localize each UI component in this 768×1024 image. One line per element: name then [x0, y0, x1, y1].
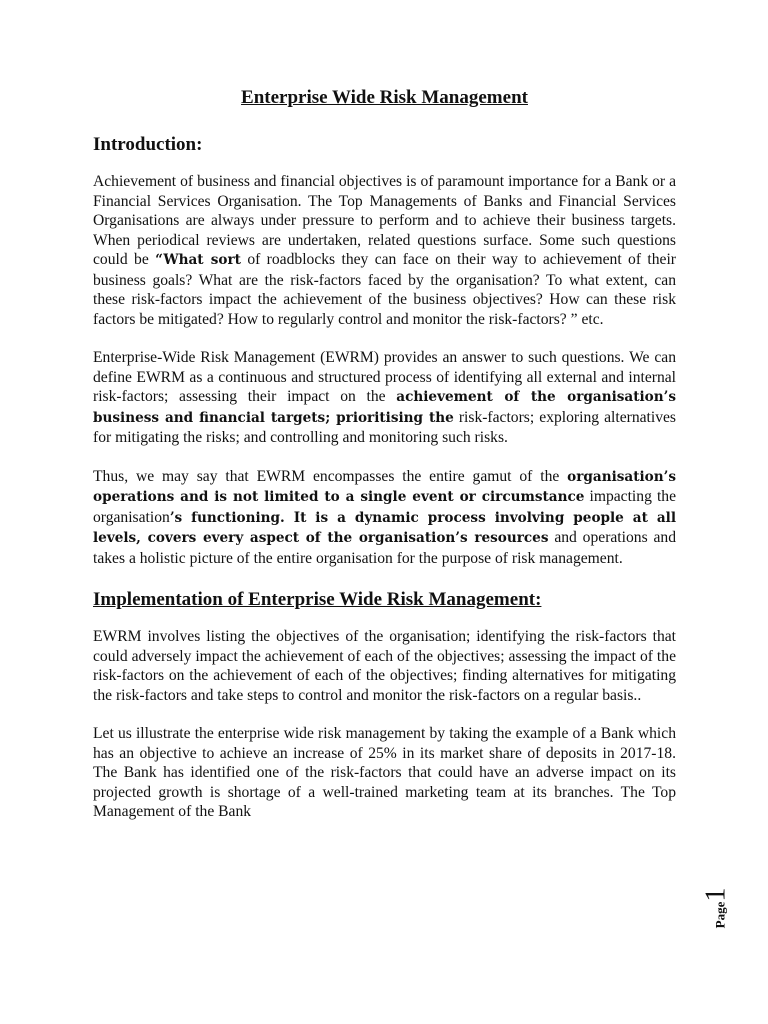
intro-p1-text-c: of roadblocks they can face on their way to achievement of their business goals? What are the risk-factors faced by the organisation? To what extent, can these risk-factors impact the achievement of the business objectives? How can these risk factors be mitigated? How to regularly control and monitor the risk-factors? ” etc.: [93, 251, 676, 328]
intro-p3-text-e: and operations and takes a holistic picture of the entire organisation for the purpose of risk management.: [93, 529, 676, 567]
page-title: Enterprise Wide Risk Management: [241, 87, 528, 108]
intro-p3-text-c: impacting the organisation: [93, 488, 676, 526]
page-number-label: [700, 888, 732, 929]
impl-paragraph-2: Let us illustrate the enterprise wide risk management by taking the example of a Bank which has an objective to achieve an increase of 25% in its market share of deposits in 2017-18. The Bank has identified one of the risk-factors that could have an adverse impact on its projected growth is shortage of a well-trained marketing team at its branches. The Top Management of the Bank: [93, 725, 676, 820]
page-digit: 1: [700, 887, 732, 902]
intro-paragraph-2: [93, 348, 676, 448]
page-word: Page: [712, 901, 728, 929]
implementation-heading: Implementation of Enterprise Wide Risk Management:: [93, 589, 542, 610]
intro-p1-text-a: Achievement of business and financial objectives is of paramount importance for a Bank or a Financial Services Organisation. The Top Managements of Banks and Financial Services Organisations are always under pressure to perform and to achieve their business targets. When periodical reviews are undertaken, related questions surface. Some such questions could be: [93, 173, 676, 268]
introduction-heading: Introduction:: [93, 134, 203, 155]
intro-p3-text-a: Thus, we may say that EWRM encompasses the entire gamut of the: [93, 467, 568, 485]
intro-paragraph-3: [93, 467, 676, 569]
document-page: [93, 84, 676, 841]
intro-paragraph-1: [93, 172, 676, 329]
intro-p1-text-b: “What sort: [155, 252, 241, 268]
page-number-footer: [700, 878, 740, 938]
intro-p3-text-b: organisation’s operations and is not limited to a single event or circumstance: [93, 468, 676, 505]
intro-p2-text-c: risk-factors; exploring alternatives for mitigating the risks; and controlling and monitoring such risks.: [93, 408, 677, 446]
intro-p3-text-d: ’s functioning. It is a dynamic process involving people at all levels, covers every aspect of the organisation’s resources: [93, 509, 676, 546]
intro-p2-text-a: Enterprise-Wide Risk Management (EWRM) provides an answer to such questions. We can define EWRM as a continuous and structured process of identifying all external and internal risk-factors; assessing their impact on the: [93, 349, 676, 405]
impl-paragraph-1: EWRM involves listing the objectives of the organisation; identifying the risk-factors that could adversely impact the achievement of each of the objectives; assessing the impact of the risk-factors on the achievement of each of the objectives; finding alternatives for mitigating the risk-factors and take steps to control and monitor the risk-factors on a regular basis..: [93, 628, 676, 704]
intro-p2-text-b: achievement of the organisation’s business and financial targets; prioritising the: [93, 389, 677, 426]
